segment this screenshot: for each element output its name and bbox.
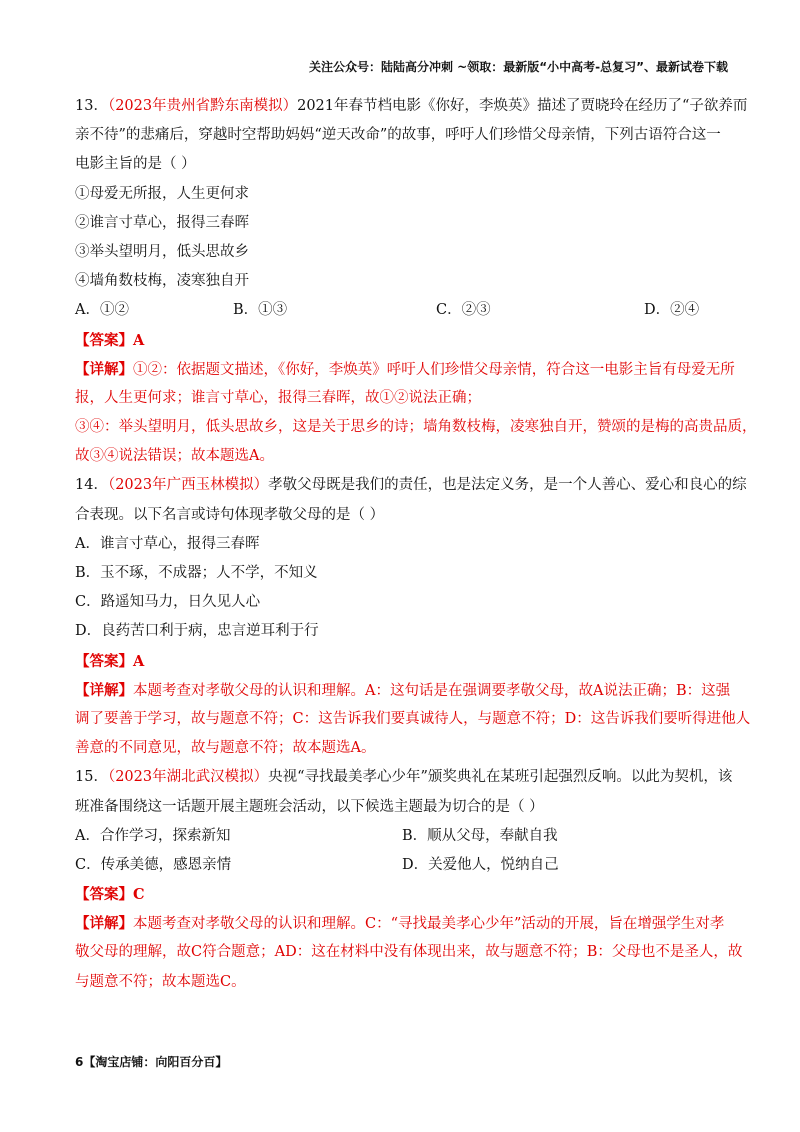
answer-label: 【答案】A	[75, 652, 145, 670]
option-d: D．良药苦口利于病，忠言逆耳利于行	[75, 623, 319, 640]
explanation-text: 故③④说法错误；故本题选A。	[75, 448, 274, 465]
answer-label: 【答案】C	[75, 886, 145, 904]
question-15	[75, 763, 743, 997]
question-stem	[75, 763, 733, 792]
option-c: C．路遥知马力，日久见人心	[75, 594, 261, 611]
explanation-text: 本题考查对孝敬父母的认识和理解。A：这句话是在强调要孝敬父母，故A说法正确；B：这强	[133, 682, 731, 699]
stem-text: 孝敬父母既是我们的责任，也是法定义务，是一个人善心、爱心和良心的综	[268, 477, 747, 494]
explanation-text: 敬父母的理解，故C符合题意；AD：这在材料中没有体现出来，故与题意不符；B：父母也不是圣人，故	[75, 944, 743, 961]
explanation-text: 调了要善于学习，故与题意不符；C：这告诉我们要真诚待人，与题意不符；D：这告诉我们要听得进他人	[75, 710, 751, 727]
explanation-text: ③④：举头望明月，低头思故乡，这是关于思乡的诗；墙角数枝梅，凌寒独自开，赞颂的是梅的高贵品质，	[75, 419, 757, 436]
answer-options-row	[75, 822, 730, 851]
answer-options-row	[75, 851, 730, 880]
question-14	[75, 471, 751, 763]
page-footer: 6【淘宝店铺：向阳百分百】	[75, 1055, 228, 1069]
explanation-label: 【详解】	[75, 915, 133, 933]
option-a: A．谁言寸草心，报得三春晖	[75, 535, 260, 552]
option-a: A．①②	[75, 302, 129, 319]
option-d: D．关爱他人，悦纳自己	[402, 856, 559, 873]
explanation-label: 【详解】	[75, 360, 133, 378]
explanation	[75, 909, 730, 938]
stem-text: 合表现。以下名言或诗句体现孝敬父母的是（ ）	[75, 506, 385, 523]
stem-text: 电影主旨的是（ ）	[75, 156, 196, 173]
explanation-text: 本题考查对孝敬父母的认识和理解。C：“寻找最美孝心少年”活动的开展，旨在增强学生对孝	[133, 916, 725, 933]
document-body	[75, 92, 757, 997]
statement-item: ④墙角数枝梅，凌寒独自开	[75, 273, 249, 290]
explanation-text: ①②：依据题文描述，《你好，李焕英》呼吁人们珍惜父母亲情，符合这一电影主旨有母爱无所	[133, 361, 735, 378]
option-d: D．②④	[644, 302, 700, 319]
explanation-text: 与题意不符；故本题选C。	[75, 973, 246, 990]
explanation-text: 善意的不同意见，故与题意不符；故本题选A。	[75, 740, 376, 757]
question-number: 15．	[75, 769, 108, 786]
stem-text: 班准备围绕这一话题开展主题班会活动，以下候选主题最为切合的是（ ）	[75, 798, 544, 815]
option-b: B．顺从父母，奉献自我	[402, 827, 558, 844]
stem-text: 2021年春节档电影《你好，李焕英》描述了贾晓玲在经历了“子欲养而	[297, 98, 748, 114]
question-13	[75, 92, 757, 471]
option-c: C．传承美德，感恩亲情	[75, 856, 232, 873]
explanation	[75, 355, 735, 384]
answer-label: 【答案】A	[75, 331, 145, 349]
explanation	[75, 676, 730, 705]
question-source: （2023年广西玉林模拟）	[107, 477, 269, 494]
statement-item: ③举头望明月，低头思故乡	[75, 243, 249, 260]
answer-options	[75, 296, 730, 325]
option-b: B．①③	[233, 302, 288, 319]
option-a: A．合作学习，探索新知	[75, 827, 231, 844]
question-stem	[75, 471, 747, 500]
statement-item: ②谁言寸草心，报得三春晖	[75, 214, 249, 231]
question-number: 14．	[75, 477, 108, 494]
statement-item: ①母爱无所报，人生更何求	[75, 185, 249, 202]
option-c: C．②③	[436, 302, 491, 319]
stem-text: 亲不待”的悲痛后，穿越时空帮助妈妈“逆天改命”的故事，呼吁人们珍惜父母亲情，下列古语符合这一	[75, 127, 721, 144]
explanation-text: 报，人生更何求；谁言寸草心，报得三春晖，故①②说法正确；	[75, 389, 481, 406]
option-b: B．玉不琢，不成器；人不学，不知义	[75, 565, 318, 581]
question-stem	[75, 92, 748, 121]
question-source: （2023年贵州省黔东南模拟）	[107, 98, 298, 114]
page-header: 关注公众号：陆陆高分冲刺 ~领取：最新版“小中高考-总复习”、最新试卷下载	[309, 60, 728, 74]
question-number: 13．	[75, 98, 108, 114]
stem-text: 央视“寻找最美孝心少年”颁奖典礼在某班引起强烈反响。以此为契机，该	[268, 769, 733, 786]
explanation-label: 【详解】	[75, 681, 133, 699]
question-source: （2023年湖北武汉模拟）	[107, 769, 269, 786]
